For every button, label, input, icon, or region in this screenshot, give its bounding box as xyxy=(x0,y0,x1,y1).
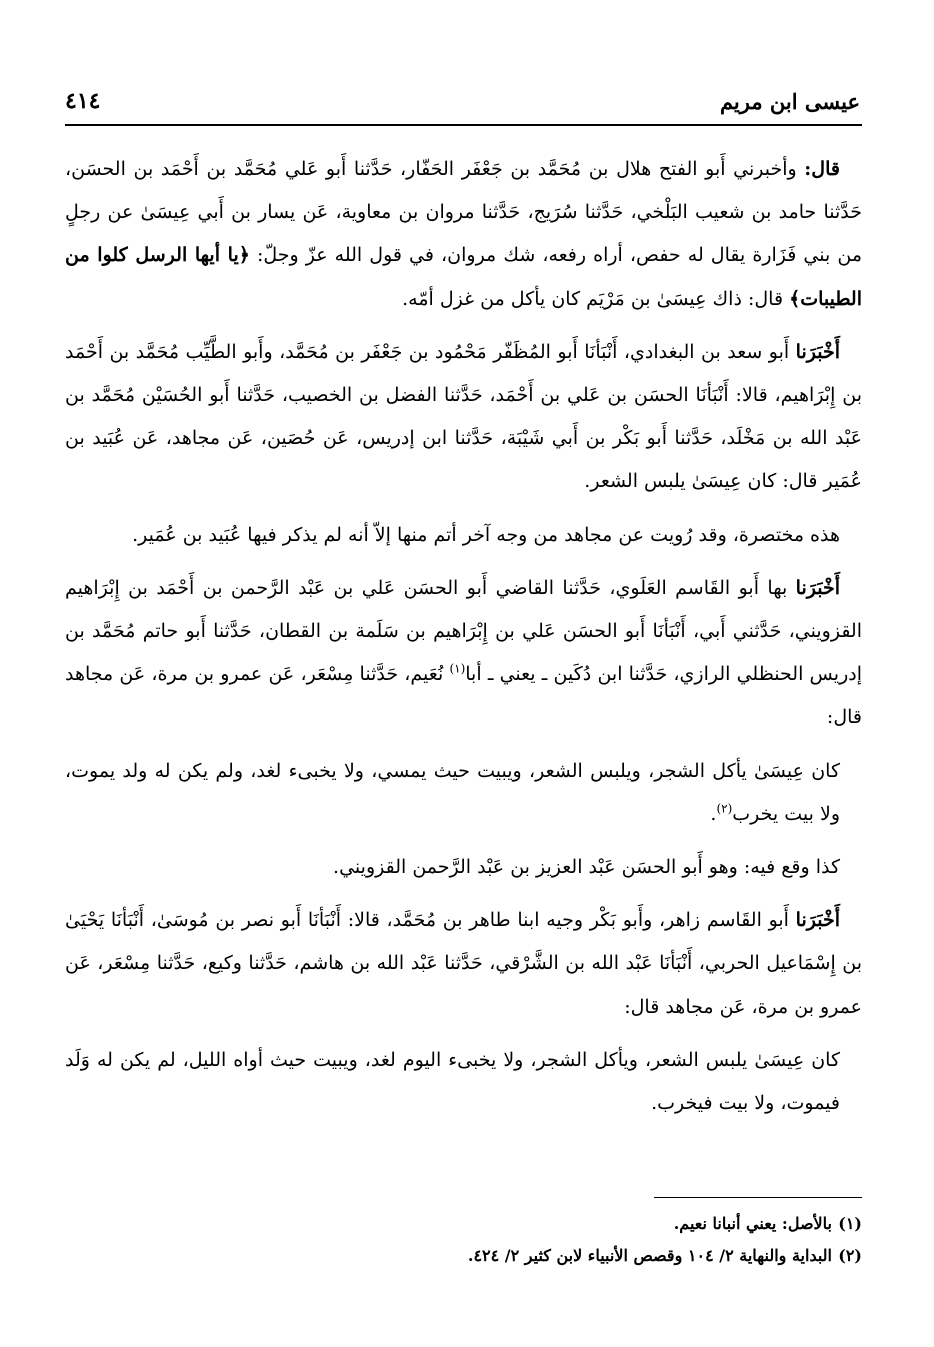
paragraph-text: كذا وقع فيه: وهو أَبو الحسَن عَبْد العزيز بن عَبْد الرَّحمن القزويني. xyxy=(333,856,840,879)
paragraph-text: وأخبرني أَبو الفتح هلال بن مُحَمَّد بن جَعْفَر الحَفّار، حَدَّثنا أَبو عَلي مُحَمَّد بن أَحْمَد بن الحسَن، حَدَّثنا حامد بن شعيب البَلْخي، حَدَّثنا سُرَيج، حَدَّثنا مروان بن معاوية، عَن يسار بن أَبي عِيسَىٰ عن رجلٍ من بني فَزَارة يقال له حفص، أراه رفعه، شك مروان، في قول الله عزّ وجلّ: xyxy=(65,158,863,267)
paragraph-5-quote xyxy=(65,750,862,836)
paragraph-7 xyxy=(65,899,862,1029)
quran-quote: ﴿يا أيها الرسل كلوا من الطيبات﴾ xyxy=(65,244,862,310)
paragraph-text: كان عِيسَىٰ يأكل الشجر، ويلبس الشعر، ويبيت حيث يمسي، ولا يخبىء لغد، ولم يكن له ولد يموت، ولا بيت يخرب xyxy=(65,759,840,825)
paragraph-8-quote xyxy=(65,1039,862,1125)
header-divider xyxy=(65,124,862,126)
footnote-ref: (٢) xyxy=(716,801,733,816)
paragraph-text: أَبو القَاسم زاهر، وأَبو بَكْر وجيه ابنا طاهر بن مُحَمَّد، قالا: أَنْبَأنَا أَبو نصر بن مُوسَىٰ، أَنْبَأنَا يَحْيَىٰ بن إِسْمَاعيل الحربي، أَنْبَأنَا عَبْد الله بن الشَّرْقي، حَدَّثنا عَبْد الله بن هاشم، حَدَّثنا وكيع، حَدَّثنا مِسْعَر، عَن عمرو بن مرة، عَن مجاهد قال: xyxy=(65,909,862,1018)
paragraph-6 xyxy=(65,846,862,889)
footnote-1 xyxy=(65,1208,862,1240)
paragraph-text: كان عِيسَىٰ يلبس الشعر، ويأكل الشجر، ولا يخبىء اليوم لغد، ويبيت حيث أواه الليل، لم يكن له وَلَد فيموت، ولا بيت فيخرب. xyxy=(65,1048,840,1115)
paragraph-text: بها أَبو القَاسم العَلَوي، حَدَّثنا القاضي أَبو الحسَن عَلي بن عَبْد الرَّحمن بن أَحْمَد بن إِبْرَاهيم القزويني، حَدَّثني أَبي، أَنْبَأنَا أَبو الحسَن عَلي بن إِبْرَاهيم بن سَلَمة بن القطان، حَدَّثنا أَبو حاتم مُحَمَّد بن إدريس الحنظلي الرازي، حَدَّثنا ابن دُكَين ـ يعني ـ أبا xyxy=(65,576,862,686)
paragraph-text-tail: . xyxy=(710,802,717,825)
running-title: عيسى ابن مريم xyxy=(719,89,860,114)
page-header xyxy=(65,80,860,126)
paragraph-4 xyxy=(65,567,862,740)
footnote-ref: (١) xyxy=(449,661,466,676)
footnote-text: بالأصل: يعني أنبانا نعيم. xyxy=(673,1214,832,1233)
paragraph-1 xyxy=(65,148,862,321)
paragraph-3 xyxy=(65,514,862,557)
paragraph-text-tail: قال: ذاك عِيسَىٰ بن مَرْيَم كان يأكل من غزل أمّه. xyxy=(402,287,790,310)
paragraph-text: أَبو سعد بن البغدادي، أَنْبَأنَا أَبو المُظَفّر مَحْمُود بن جَعْفَر بن مُحَمَّد، وأَبو الطَّيِّب مُحَمَّد بن أَحْمَد بن إِبْرَاهيم، قالا: أَنْبَأنَا الحسَن بن عَلي بن أَحْمَد، حَدَّثنا الفضل بن الخصيب، حَدَّثنا أَبو الحُسَيْن مُحَمَّد بن عَبْد الله بن مَخْلَد، حَدَّثنا أَبو بَكْر بن أَبي شَيْبَة، حَدَّثنا ابن إدريس، عَن حُصَين، عَن مجاهد، عَن عُبَيد بن عُمَير قال: كان عِيسَىٰ يلبس الشعر. xyxy=(65,340,862,493)
footnote-mark: (٢) xyxy=(838,1246,862,1265)
footnote-text: البداية والنهاية ٢/ ١٠٤ وقصص الأنبياء لابن كثير ٢/ ٤٢٤. xyxy=(467,1246,832,1265)
paragraph-lead: قال: xyxy=(804,158,840,180)
footnote-mark: (١) xyxy=(838,1214,862,1233)
paragraph-2 xyxy=(65,331,862,504)
footnotes xyxy=(65,1208,862,1272)
page-number: ٤١٤ xyxy=(65,88,101,114)
footnote-2 xyxy=(65,1240,862,1272)
body-text xyxy=(65,148,862,1135)
paragraph-lead: أَخْبَرَنا xyxy=(795,576,840,599)
paragraph-lead: أَخْبَرَنا xyxy=(795,909,840,932)
paragraph-text-tail: نُعَيم، حَدَّثنا مِسْعَر، عَن عمرو بن مرة، عَن مجاهد قال: xyxy=(65,663,862,729)
paragraph-text: هذه مختصرة، وقد رُويت عن مجاهد من وجه آخر أتم منها إلاّ أنه لم يذكر فيها عُبَيد بن عُمَير. xyxy=(132,523,840,546)
paragraph-lead: أَخْبَرَنا xyxy=(795,340,840,363)
footnote-divider xyxy=(654,1197,862,1198)
